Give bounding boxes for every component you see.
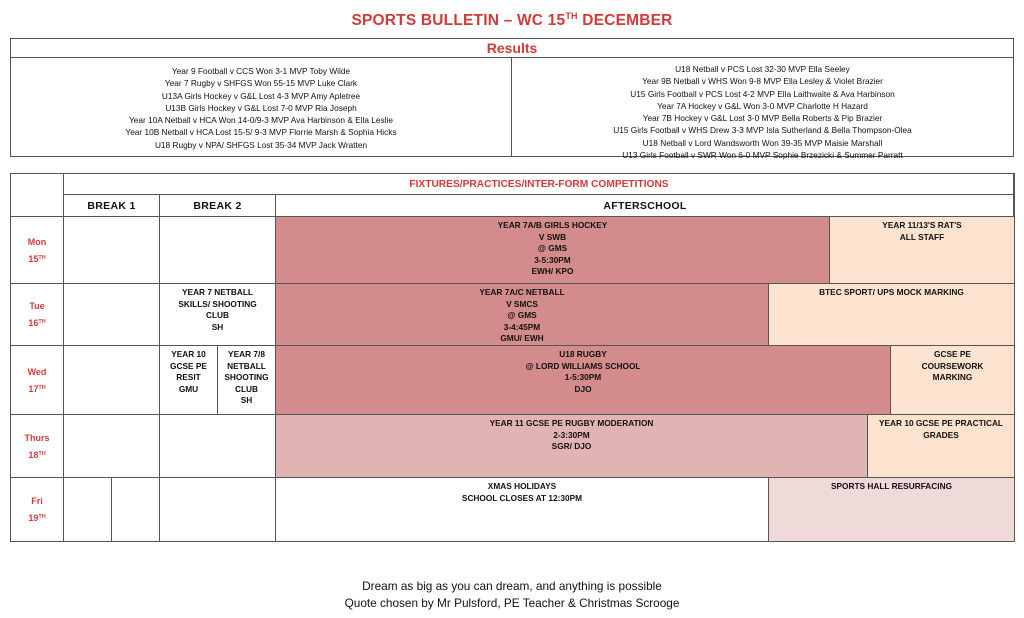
fri-break1-b (111, 477, 160, 542)
result-line: U13 Girls Football v SWR Won 6-0 MVP Sophie Brzezicki & Summer Parratt (622, 150, 903, 161)
thu-break2 (159, 414, 276, 478)
thu-afterschool-event: YEAR 11 GCSE PE RUGBY MODERATION 2-3:30PM SGR/ DJO (275, 414, 868, 478)
quote-text: Dream as big as you can dream, and anything is possible (362, 579, 662, 593)
result-line: U13A Girls Hockey v G&L Lost 4-3 MVP Amy Apletree (161, 90, 361, 101)
thu-break1 (63, 414, 160, 478)
tue-afterschool-side: BTEC SPORT/ UPS MOCK MARKING (768, 283, 1015, 346)
day-monday: Mon 15TH (10, 216, 64, 284)
break1-header: BREAK 1 (63, 194, 160, 217)
fixtures-table (10, 173, 1014, 542)
mon-afterschool-event: YEAR 7A/B GIRLS HOCKEY V SWB @ GMS 3-5:30PM EWH/ KPO (275, 216, 830, 284)
corner-cell (10, 173, 64, 217)
wed-afterschool-side: GCSE PE COURSEWORK MARKING (890, 345, 1015, 415)
result-line: Year 7 Rugby v SHFGS Won 55-15 MVP Luke Clark (164, 78, 358, 89)
result-line: U13B Girls Hockey v G&L Lost 7-0 MVP Ria Joseph (165, 102, 357, 113)
fixtures-heading: FIXTURES/PRACTICES/INTER-FORM COMPETITIONS (63, 173, 1015, 195)
wed-afterschool-event: U18 RUGBY @ LORD WILLIAMS SCHOOL 1-5:30PM DJO (275, 345, 891, 415)
result-line: Year 10A Netball v HCA Won 14-0/9-3 MVP Ava Harbinson & Ella Leslie (129, 115, 393, 126)
result-line: U18 Netball v Lord Wandsworth Won 39-35 MVP Maisie Marshall (642, 137, 883, 148)
tue-break2: YEAR 7 NETBALL SKILLS/ SHOOTING CLUB SH (159, 283, 276, 346)
result-line: Year 7A Hockey v G&L Won 3-0 MVP Charlotte H Hazard (657, 100, 868, 111)
result-line: U15 Girls Football v WHS Drew 3-3 MVP Isla Sutherland & Bella Thompson-Olea (613, 125, 912, 136)
result-line: U18 Netball v PCS Lost 32-30 MVP Ella Seeley (675, 64, 850, 74)
quote-block (0, 578, 1024, 612)
tue-afterschool-event: YEAR 7A/C NETBALL V SMCS @ GMS 3-4:45PM GMU/ EWH (275, 283, 769, 346)
result-line: Year 7B Hockey v G&L Lost 3-0 MVP Bella Roberts & Pip Brazier (642, 113, 883, 124)
fri-break1-a (63, 477, 112, 542)
quote-attribution: Quote chosen by Mr Pulsford, PE Teacher & Christmas Scrooge (344, 596, 680, 610)
result-line: Year 10B Netball v HCA Lost 15-5/ 9-3 MVP Florrie Marsh & Sophia Hicks (125, 127, 397, 138)
result-line: U15 Girls Football v PCS Lost 4-2 MVP Ella Laithwaite & Ava Harbinson (630, 88, 895, 99)
day-friday: Fri 19TH (10, 477, 64, 542)
wed-break1 (63, 345, 160, 415)
day-thursday: Thurs 18TH (10, 414, 64, 478)
mon-break1 (63, 216, 160, 284)
afterschool-header: AFTERSCHOOL (275, 194, 1015, 217)
result-line: U18 Rugby v NPA/ SHFGS Lost 35-34 MVP Jack Wratten (154, 139, 368, 150)
results-left-column (11, 58, 512, 156)
day-wednesday: Wed 17TH (10, 345, 64, 415)
thu-afterschool-side: YEAR 10 GCSE PE PRACTICAL GRADES (867, 414, 1015, 478)
result-line: Year 9 Football v CCS Won 3-1 MVP Toby Wilde (171, 66, 351, 76)
wed-break2-gcse: YEAR 10 GCSE PE RESIT GMU (159, 345, 218, 415)
results-heading: Results (11, 39, 1013, 58)
result-line: Year 9B Netball v WHS Won 9-8 MVP Ella Lesley & Violet Brazier (642, 76, 883, 87)
results-right-column (512, 58, 1013, 161)
results-box (10, 38, 1014, 161)
fri-break2 (159, 477, 276, 542)
break2-header: BREAK 2 (159, 194, 276, 217)
fri-afterschool-event: XMAS HOLIDAYS SCHOOL CLOSES AT 12:30PM (275, 477, 769, 542)
mon-break2 (159, 216, 276, 284)
wed-break2-netball: YEAR 7/8 NETBALL SHOOTING CLUB SH (217, 345, 276, 415)
tue-break1 (63, 283, 160, 346)
fri-afterschool-side: SPORTS HALL RESURFACING (768, 477, 1015, 542)
day-tuesday: Tue 16TH (10, 283, 64, 346)
mon-afterschool-side: YEAR 11/13'S RAT'S ALL STAFF (829, 216, 1015, 284)
bulletin-title: SPORTS BULLETIN – WC 15TH DECEMBER (351, 11, 673, 29)
